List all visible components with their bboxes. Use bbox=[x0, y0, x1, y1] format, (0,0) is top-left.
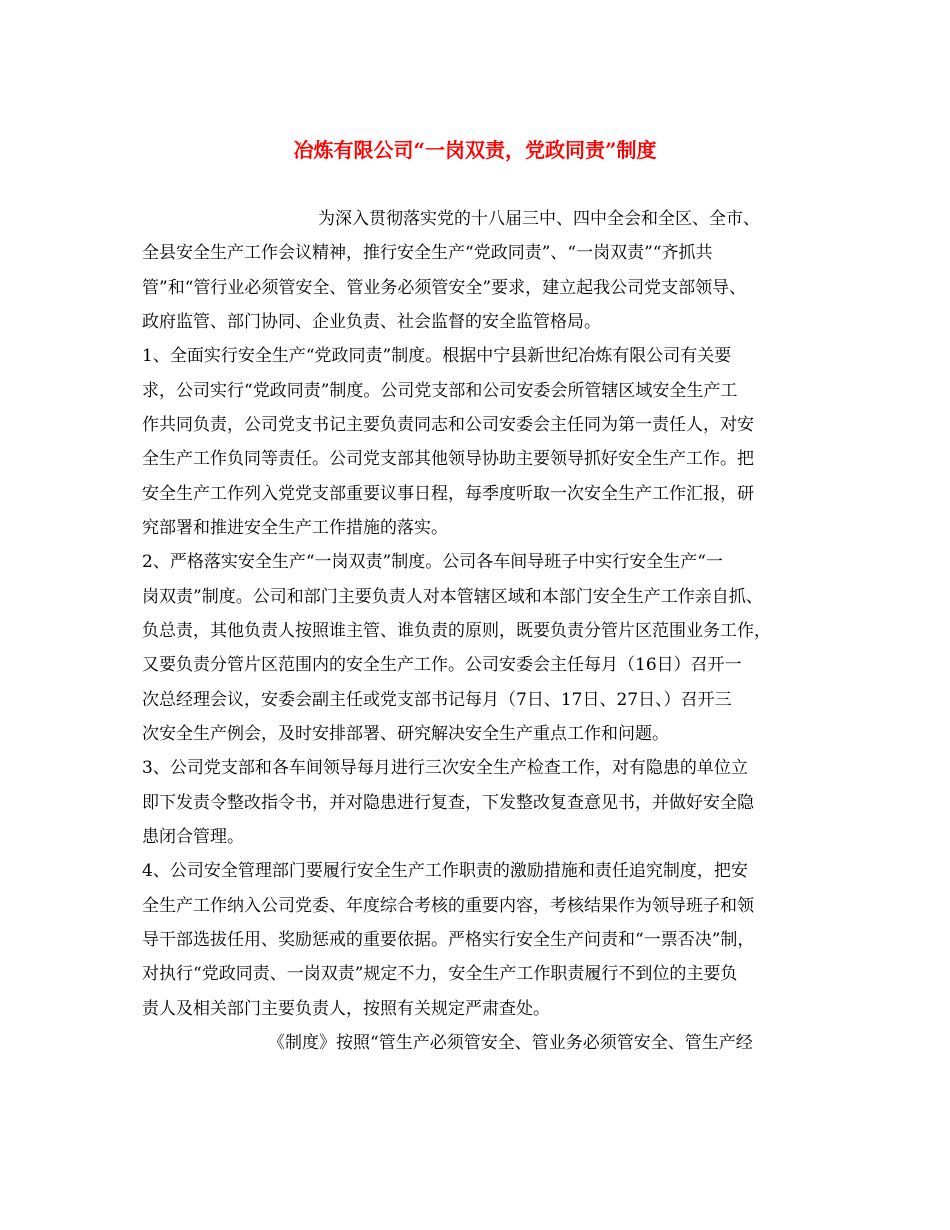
body-line: 管”和“管行业必须管安全、管业务必须管安全”要求，建立起我公司党支部领导、 bbox=[142, 278, 747, 298]
body-line: 岗双责”制度。公司和部门主要负责人对本管辖区域和本部门安全生产工作亲自抓、 bbox=[142, 587, 763, 607]
body-line: 政府监管、部门协同、企业负责、社会监督的安全监管格局。 bbox=[142, 312, 601, 332]
body-line: 安全生产工作列入党党支部重要议事日程，每季度听取一次安全生产工作汇报，研 bbox=[142, 484, 754, 504]
body-line: 作共同负责，公司党支书记主要负责同志和公司安委会主任同为第一责任人，对安 bbox=[142, 415, 754, 435]
body-line: 4、公司安全管理部门要履行安全生产工作职责的激励措施和责任追究制度，把安 bbox=[142, 861, 748, 881]
body-line: 负总责，其他负责人按照谁主管、谁负责的原则，既要负责分管片区范围业务工作， bbox=[142, 621, 771, 641]
body-line: 即下发责令整改指令书，并对隐患进行复查，下发整改复查意见书，并做好安全隐 bbox=[142, 793, 754, 813]
document-title: 冶炼有限公司“一岗双责，党政同责”制度 bbox=[293, 138, 657, 162]
body-line: 责人及相关部门主要负责人，按照有关规定严肃查处。 bbox=[142, 999, 550, 1019]
body-line: 又要负责分管片区范围内的安全生产工作。公司安委会主任每月（16日）召开一 bbox=[142, 655, 742, 675]
body-line: 1、全面实行安全生产“党政同责”制度。根据中宁县新世纪冶炼有限公司有关要 bbox=[142, 346, 732, 366]
body-line: 导干部选拔任用、奖励惩戒的重要依据。严格实行安全生产问责和“一票否决”制， bbox=[142, 930, 755, 950]
body-line: 全生产工作负同等责任。公司党支部其他领导协助主要领导抓好安全生产工作。把 bbox=[142, 449, 754, 469]
body-line: 为深入贯彻落实党的十八届三中、四中全会和全区、全市、 bbox=[318, 209, 760, 229]
body-line: 次总经理会议，安委会副主任或党支部书记每月（7日、17日、27日、）召开三 bbox=[142, 690, 732, 710]
body-line: 求，公司实行“党政同责”制度。公司党支部和公司安委会所管辖区域安全生产工 bbox=[142, 381, 738, 401]
body-line: 《制度》按照“管生产必须管安全、管业务必须管安全、管生产经 bbox=[268, 1033, 753, 1053]
body-line: 究部署和推进安全生产工作措施的落实。 bbox=[142, 518, 448, 538]
body-line: 3、公司党支部和各车间领导每月进行三次安全生产检查工作，对有隐患的单位立 bbox=[142, 758, 748, 778]
body-line: 次安全生产例会，及时安排部署、研究解决安全生产重点工作和问题。 bbox=[142, 724, 669, 744]
body-line: 2、严格落实安全生产“一岗双责”制度。公司各车间导班子中实行安全生产“一 bbox=[142, 552, 723, 572]
body-line: 全生产工作纳入公司党委、年度综合考核的重要内容，考核结果作为领导班子和领 bbox=[142, 896, 754, 916]
body-line: 对执行“党政同责、一岗双责”规定不力，安全生产工作职责履行不到位的主要负 bbox=[142, 964, 738, 984]
body-line: 患闭合管理。 bbox=[142, 827, 244, 847]
body-line: 全县安全生产工作会议精神，推行安全生产“党政同责”、“一岗双责”“齐抓共 bbox=[142, 243, 713, 263]
